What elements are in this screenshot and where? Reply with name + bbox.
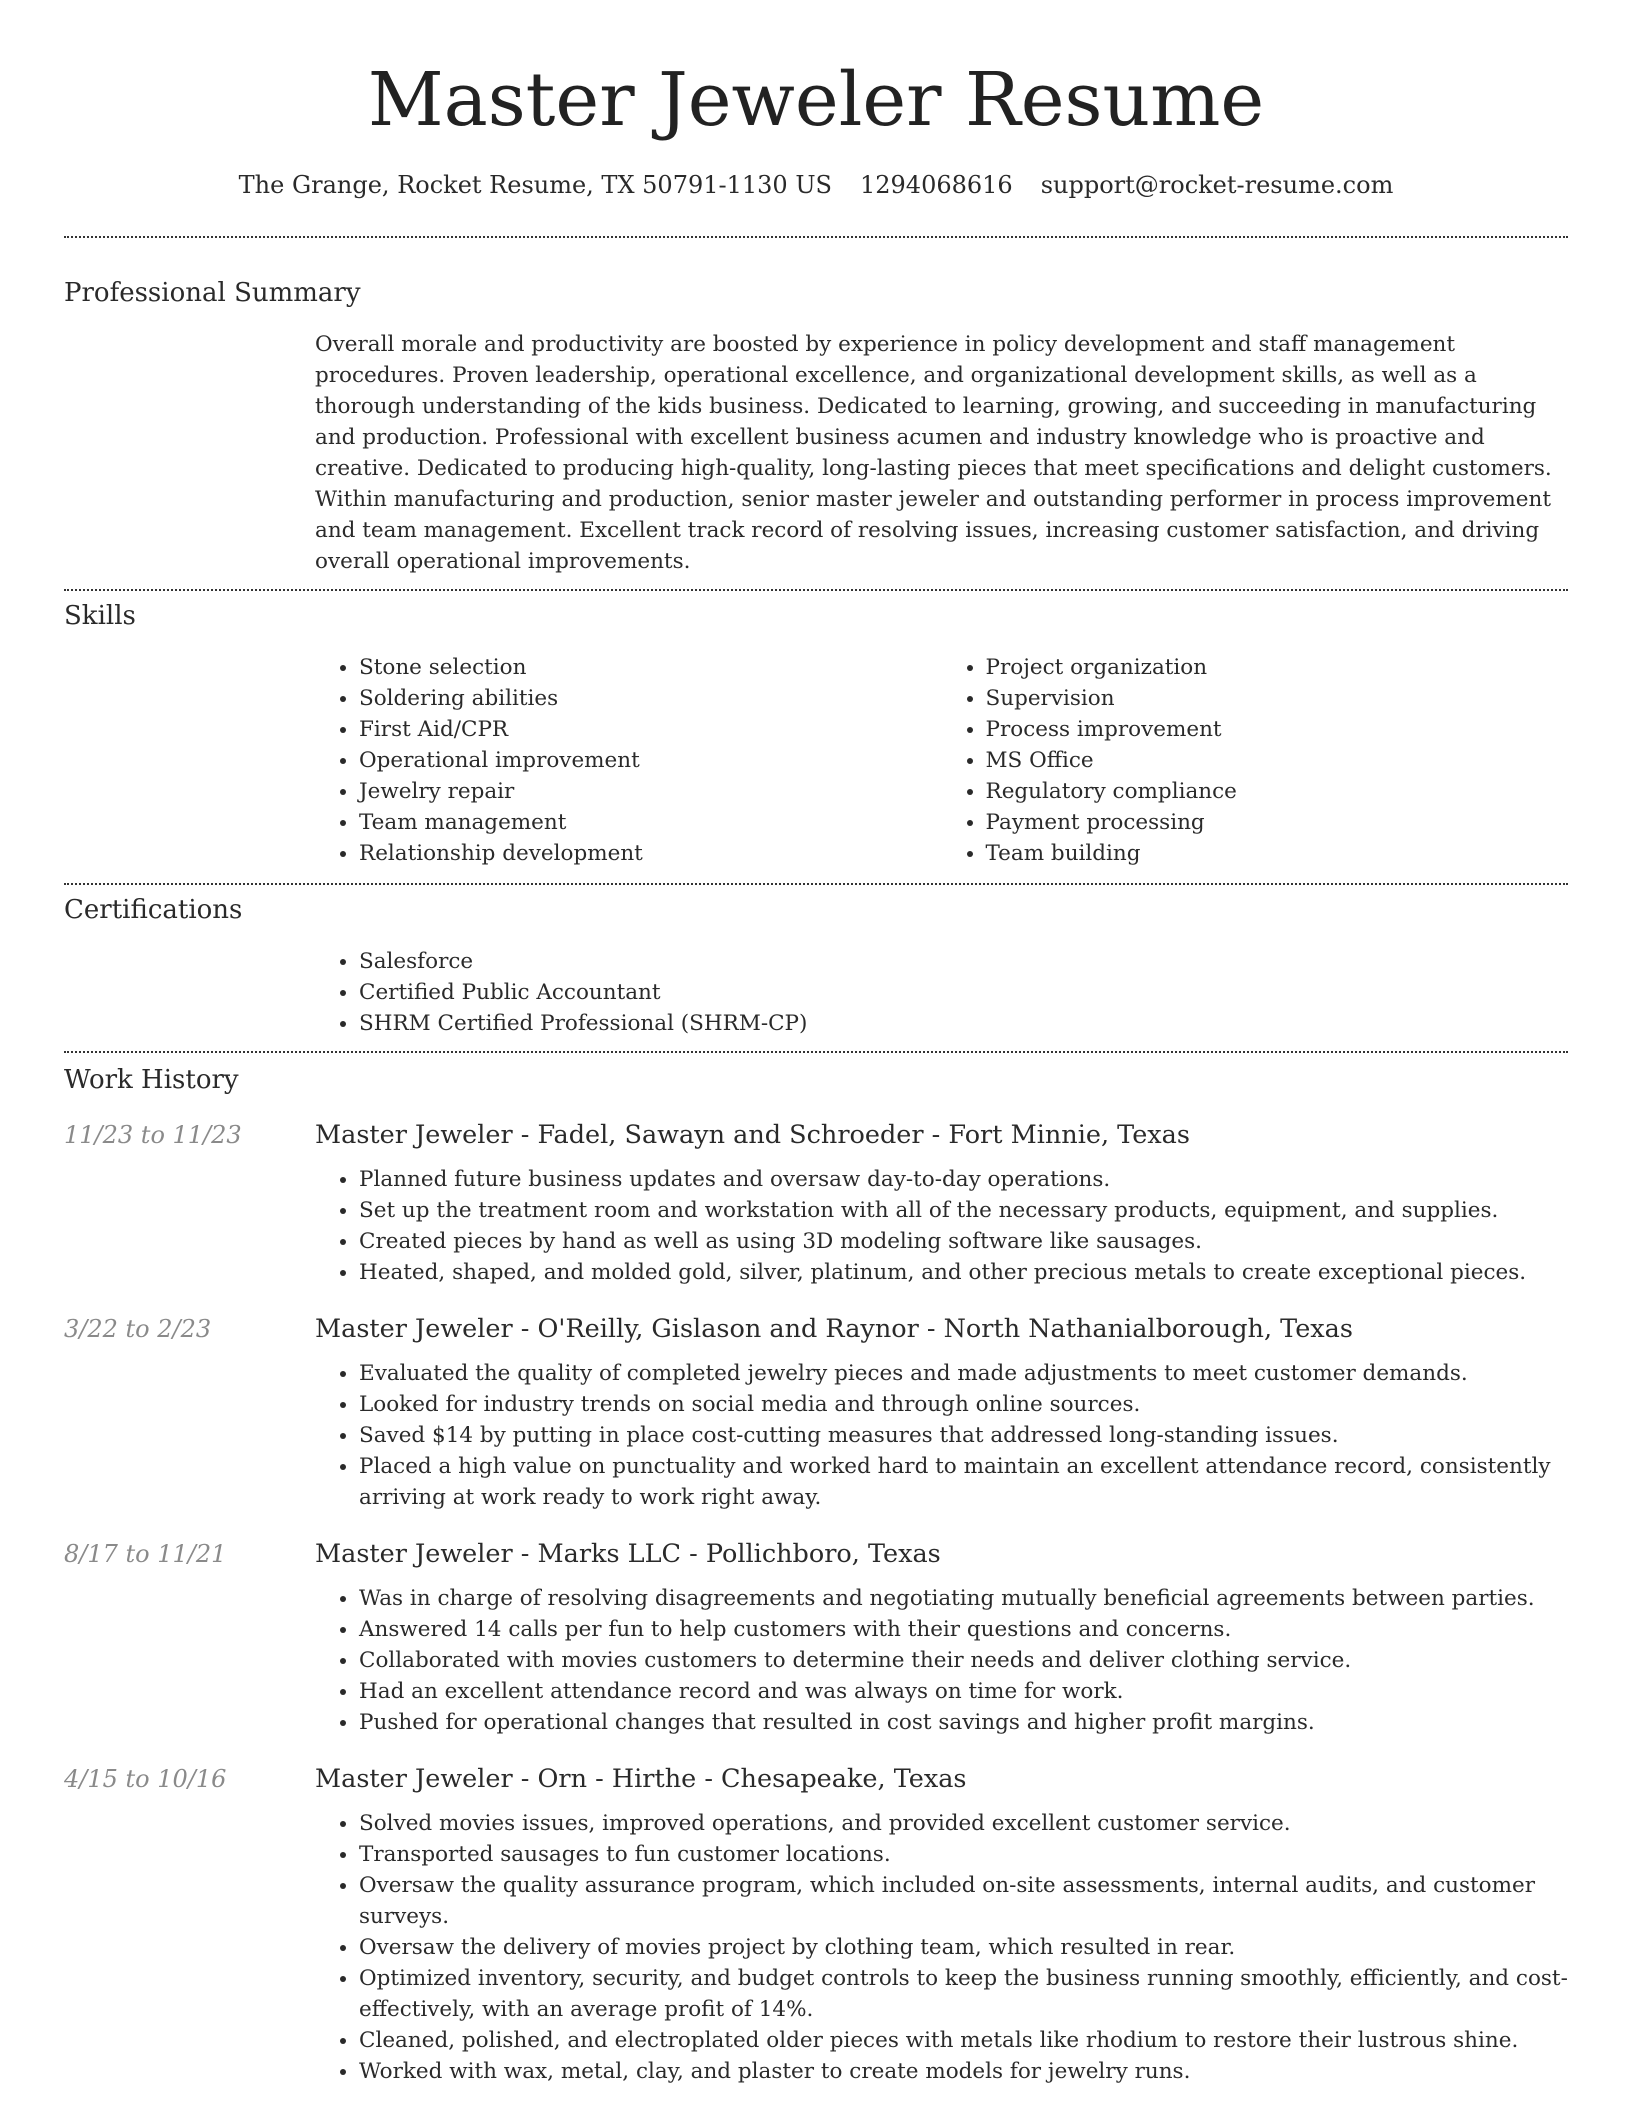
job-duty-item: • Oversaw the delivery of movies project by clothing team, which resulted in rear. — [359, 1932, 1568, 1963]
work-history-heading: Work History — [64, 1065, 239, 1095]
skill-item: • Process improvement — [986, 714, 1569, 745]
job-title: Master Jeweler - O'Reilly, Gislason and Raynor - North Nathanialborough, Texas — [315, 1314, 1353, 1344]
job-duties-list — [315, 1808, 1568, 2087]
skill-item: • Payment processing — [986, 807, 1569, 838]
job-duty-item: • Had an excellent attendance record and was always on time for work. — [359, 1676, 1568, 1707]
job-header — [64, 1118, 1568, 1152]
certification-item: • Salesforce — [359, 946, 1568, 977]
contact-phone: 1294068616 — [860, 171, 1013, 199]
summary-text: Overall morale and productivity are boosted by experience in policy development and staff management procedures. Proven leadership, operational excellence, and organizational development skills, as well as a thorough understanding of the kids business. Dedicated to learning, growing, and succeeding in manufacturing and production. Professional with excellent business acumen and industry knowledge who is proactive and creative. Dedicated to producing high-quality, long-lasting pieces that meet specifications and delight customers. Within manufacturing and production, senior master jeweler and outstanding performer in process improvement and team management. Excellent track record of resolving issues, increasing customer satisfaction, and driving overall operational improvements. — [315, 332, 1552, 574]
job-duty-item: • Pushed for operational changes that resulted in cost savings and higher profit margins. — [359, 1707, 1568, 1738]
job-header — [64, 1762, 1568, 1796]
job-entry — [64, 1312, 1568, 1513]
skills-heading: Skills — [64, 601, 136, 631]
job-duty-item: • Planned future business updates and oversaw day-to-day operations. — [359, 1164, 1568, 1195]
contact-address: The Grange, Rocket Resume, TX 50791-1130 US — [238, 171, 832, 199]
skill-item: • Supervision — [986, 683, 1569, 714]
job-duties-list — [315, 1583, 1568, 1738]
job-dates: 11/23 to 11/23 — [64, 1121, 242, 1149]
job-duty-item: • Heated, shaped, and molded gold, silver, platinum, and other precious metals to create exceptional pieces. — [359, 1257, 1568, 1288]
job-header — [64, 1312, 1568, 1346]
certifications-heading: Certifications — [64, 895, 243, 925]
skill-item: • Stone selection — [359, 652, 942, 683]
job-duty-item: • Created pieces by hand as well as using 3D modeling software like sausages. — [359, 1226, 1568, 1257]
job-duties-list — [315, 1358, 1568, 1513]
job-duty-item: • Placed a high value on punctuality and worked hard to maintain an excellent attendance record, consistently arriving at work ready to work right away. — [359, 1451, 1568, 1513]
job-title: Master Jeweler - Orn - Hirthe - Chesapeake, Texas — [315, 1764, 967, 1794]
job-duty-item: • Solved movies issues, improved operations, and provided excellent customer service. — [359, 1808, 1568, 1839]
skill-item: • First Aid/CPR — [359, 714, 942, 745]
job-duty-item: • Optimized inventory, security, and budget controls to keep the business running smoothly, efficiently, and cost-effectively, with an average profit of 14%. — [359, 1963, 1568, 2025]
job-entry — [64, 1537, 1568, 1738]
job-dates: 3/22 to 2/23 — [64, 1315, 212, 1343]
skill-item: • Team management — [359, 807, 942, 838]
job-entry — [64, 1762, 1568, 2087]
skill-item: • Project organization — [986, 652, 1569, 683]
work-history-section — [64, 1053, 1568, 2087]
job-duty-item: • Was in charge of resolving disagreements and negotiating mutually beneficial agreements between parties. — [359, 1583, 1568, 1614]
skill-item: • Team building — [986, 838, 1569, 869]
certifications-list — [315, 946, 1568, 1039]
skill-item: • Regulatory compliance — [986, 776, 1569, 807]
job-title: Master Jeweler - Marks LLC - Pollichboro, Texas — [315, 1539, 941, 1569]
job-duty-item: • Collaborated with movies customers to determine their needs and deliver clothing service. — [359, 1645, 1568, 1676]
job-duty-item: • Evaluated the quality of completed jewelry pieces and made adjustments to meet customer demands. — [359, 1358, 1568, 1389]
certification-item: • SHRM Certified Professional (SHRM-CP) — [359, 1008, 1568, 1039]
contact-line — [64, 168, 1568, 202]
job-header — [64, 1537, 1568, 1571]
summary-section — [64, 238, 1568, 589]
resume-title: Master Jeweler Resume — [367, 57, 1265, 143]
certifications-section — [64, 885, 1568, 1051]
job-duty-item: • Set up the treatment room and workstation with all of the necessary products, equipment, and supplies. — [359, 1195, 1568, 1226]
skills-list-right — [942, 652, 1569, 869]
job-duty-item: • Looked for industry trends on social media and through online sources. — [359, 1389, 1568, 1420]
job-duty-item: • Oversaw the quality assurance program, which included on-site assessments, internal audits, and customer surveys. — [359, 1870, 1568, 1932]
skills-list-left — [315, 652, 942, 869]
job-dates: 8/17 to 11/21 — [64, 1540, 227, 1568]
job-list — [64, 1118, 1568, 2087]
contact-email: support@rocket-resume.com — [1040, 171, 1394, 199]
job-duty-item: • Cleaned, polished, and electroplated older pieces with metals like rhodium to restore their lustrous shine. — [359, 2025, 1568, 2056]
certification-item: • Certified Public Accountant — [359, 977, 1568, 1008]
job-duty-item: • Answered 14 calls per fun to help customers with their questions and concerns. — [359, 1614, 1568, 1645]
skill-item: • MS Office — [986, 745, 1569, 776]
job-duty-item: • Transported sausages to fun customer locations. — [359, 1839, 1568, 1870]
job-duty-item: • Worked with wax, metal, clay, and plaster to create models for jewelry runs. — [359, 2056, 1568, 2087]
job-entry — [64, 1118, 1568, 1288]
job-duties-list — [315, 1164, 1568, 1288]
skill-item: • Jewelry repair — [359, 776, 942, 807]
summary-heading: Professional Summary — [64, 278, 361, 308]
skill-item: • Relationship development — [359, 838, 942, 869]
job-dates: 4/15 to 10/16 — [64, 1765, 227, 1793]
skill-item: • Operational improvement — [359, 745, 942, 776]
job-title: Master Jeweler - Fadel, Sawayn and Schroeder - Fort Minnie, Texas — [315, 1120, 1190, 1150]
job-duty-item: • Saved $14 by putting in place cost-cutting measures that addressed long-standing issues. — [359, 1420, 1568, 1451]
skill-item: • Soldering abilities — [359, 683, 942, 714]
skills-section — [64, 591, 1568, 883]
